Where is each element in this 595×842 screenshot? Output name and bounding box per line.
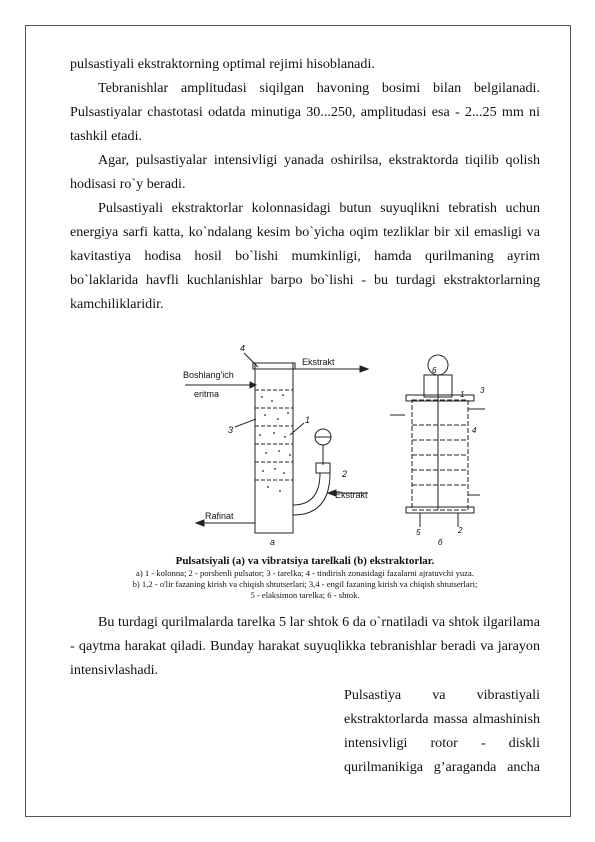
label-extract-top: Ekstrakt bbox=[302, 357, 335, 367]
figure-caption bbox=[70, 555, 540, 601]
label-n3: 3 bbox=[228, 425, 234, 435]
after-figure-text bbox=[70, 610, 540, 682]
label-r3: 3 bbox=[480, 386, 485, 395]
paragraph-4: Pulsastiyali ekstraktorlar kolonnasidagi butun suyuqlikni tebratish uchun energiya sarfi katta, ko`ndalang kesim bo`yicha oqim tezliklar bir xil emasligi va kavitastiya hodisa hosil bo`lishi mumkinligi, hamda qurilmaning ayrim bo`laklarida havfli kuchlanishlar barpo bo`lishi - bu turdagi ekstraktorlarning kamchiliklaridir. bbox=[70, 200, 540, 312]
label-b: б bbox=[438, 538, 443, 547]
label-extractant: Ekstrakt bbox=[335, 490, 368, 500]
right-line: intensivligi rotor - diskli bbox=[344, 735, 540, 751]
label-n1: 1 bbox=[305, 415, 311, 425]
paragraph-5: Bu turdagi qurilmalarda tarelka 5 lar shtok 6 da o`rnatiladi va shtok ilgarilama - qaytma harakat qiladi. Bunday harakat suyuqlikka tebranishlar beradi va jarayon intensivlashadi. bbox=[70, 614, 540, 678]
column-body bbox=[255, 363, 293, 533]
label-n4: 4 bbox=[240, 345, 246, 353]
label-n2: 2 bbox=[342, 469, 348, 479]
right-line: ekstraktorlarda massa almashinish bbox=[344, 711, 540, 727]
right-line: qurilmanikiga g’araganda ancha bbox=[344, 759, 540, 775]
paragraph-1: pulsastiyali ekstraktorning optimal rejimi hisoblanadi. bbox=[70, 56, 375, 72]
paragraph-2: Tebranishlar amplitudasi siqilgan havoning bosimi bilan belgilanadi. Pulsastiyalar chastotasi odatda minutiga 30...250, amplitudasi esa - 2...25 mm ni tashkil etadi. bbox=[70, 80, 540, 144]
label-r4: 4 bbox=[472, 426, 477, 435]
label-r5: 5 bbox=[416, 528, 421, 537]
label-a: a bbox=[270, 537, 276, 547]
label-raffinate: Rafinat bbox=[205, 511, 234, 521]
right-line: Pulsastiya va vibrastiyali bbox=[344, 687, 540, 703]
label-r1: 1 bbox=[460, 390, 465, 399]
label-feed: Boshlang'ich bbox=[183, 370, 234, 380]
diagram-b bbox=[390, 355, 485, 527]
extractor-figure bbox=[180, 345, 510, 550]
caption-title: Pulsatsiyali (a) va vibratsiya tarelkali (b) ekstraktorlar. bbox=[175, 555, 435, 567]
caption-line: b) 1,2 - o'lir fazaning kirish va chiqish shtutserlari; 3,4 - engil fazaning kirish va chiqish shtutserlari; bbox=[132, 579, 478, 589]
paragraph-3: Agar, pulsastiyalar intensivligi yanada oshirilsa, ekstraktorda tiqilib qolish hodisasi ro`y beradi. bbox=[70, 152, 540, 192]
caption-line: a) 1 - kolonna; 2 - porshenli pulsator; 3 - tarelka; 4 - tindirish zonasidagi fazalarni ajratuvchi yuza. bbox=[136, 568, 474, 578]
diagram-a bbox=[185, 353, 368, 533]
right-column-text bbox=[344, 683, 540, 779]
caption-line: 5 - elaksimon tarelka; 6 - shtok. bbox=[250, 590, 360, 600]
label-r6: 6 bbox=[432, 366, 437, 375]
body-text bbox=[70, 52, 540, 316]
label-feed-2: eritma bbox=[194, 389, 220, 399]
label-r2: 2 bbox=[458, 526, 463, 535]
